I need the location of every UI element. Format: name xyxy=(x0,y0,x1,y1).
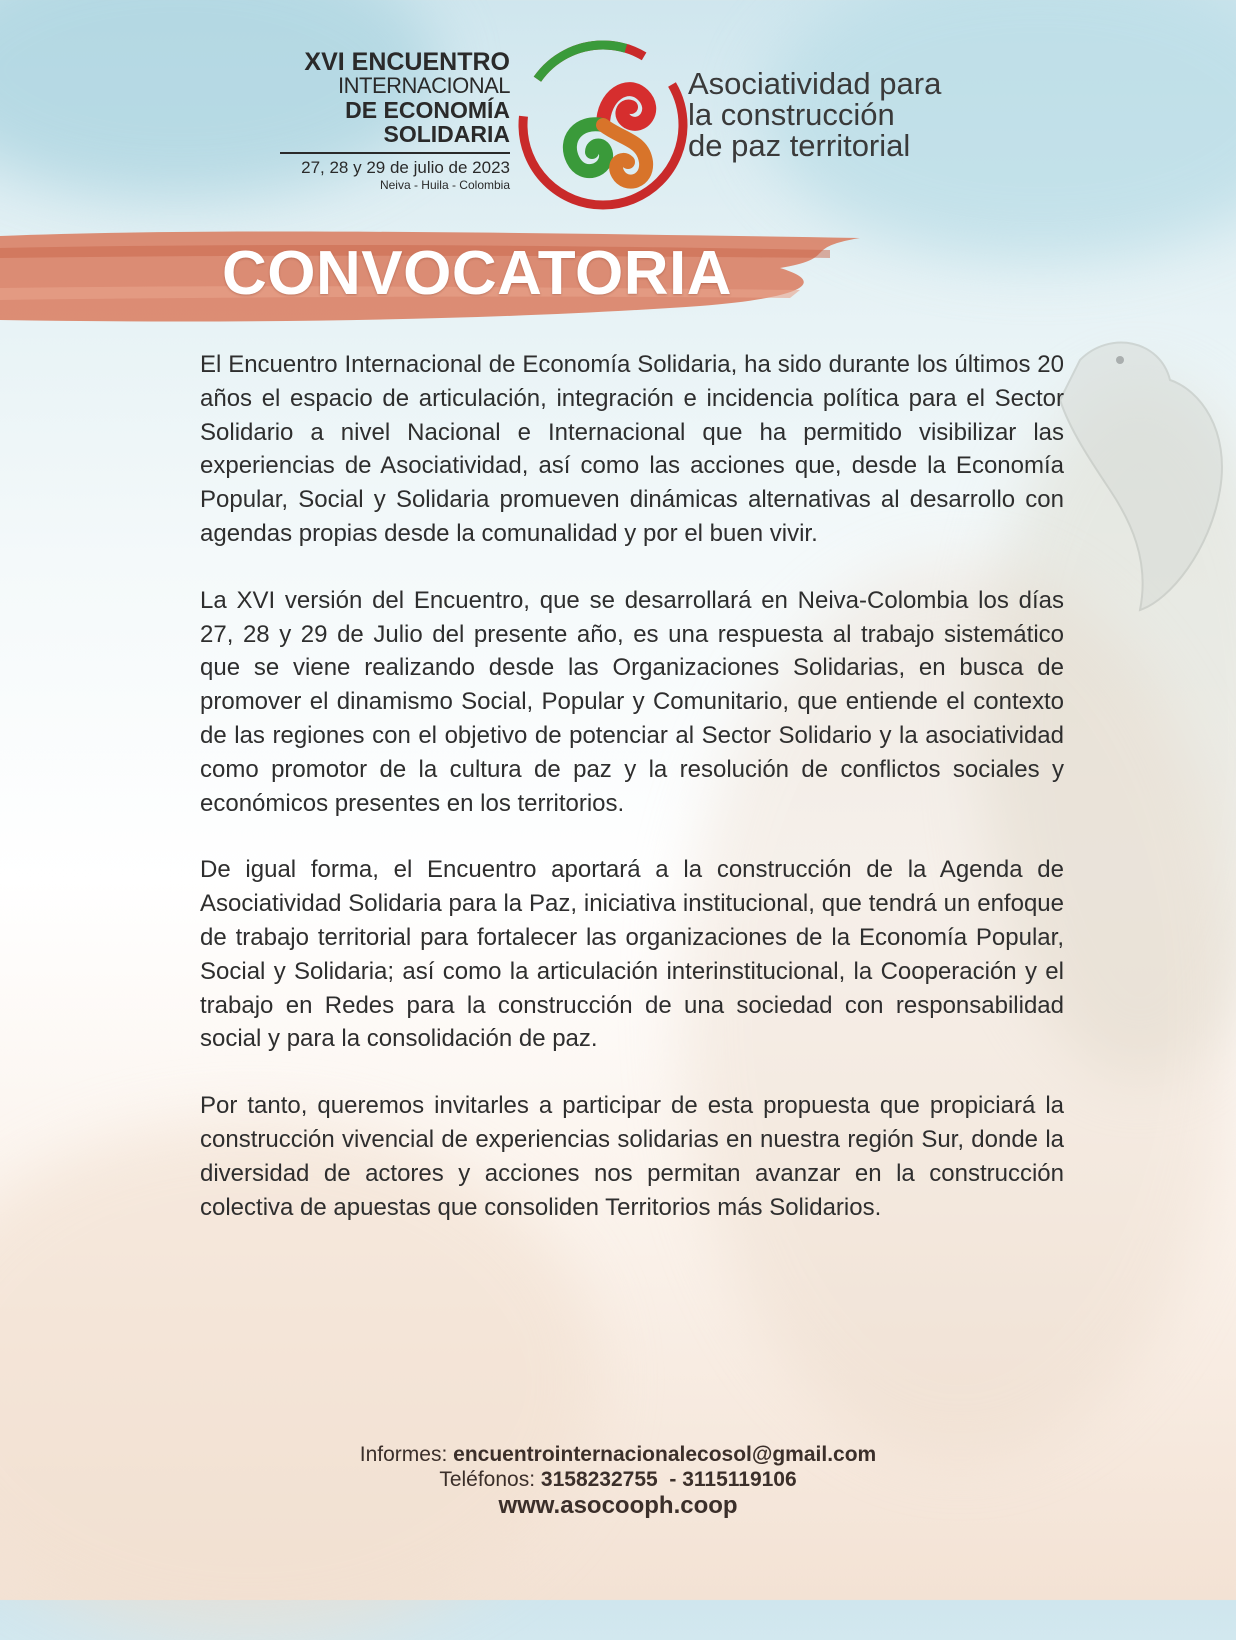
website-link[interactable]: www.asocooph.coop xyxy=(498,1492,738,1519)
informes-label: Informes: xyxy=(359,1443,448,1466)
contact-email[interactable]: encuentrointernacionalecosol@gmail.com xyxy=(453,1443,877,1466)
paragraph: La XVI versión del Encuentro, que se desarrollará en Neiva-Colombia los días 27, 28 y 29 de Julio del presente año, es una respuesta al trabajo sistemático que se viene realizando desde las Organizaciones Solidarias, en busca de promover el dinamismo Social, Popular y Comunitario, que entiende el contexto de las regiones con el objetivo de potenciar al Sector Solidario y la asociatividad como promotor de la cultura de paz y la resolución de conflictos sociales y económicos presentes en los territorios. xyxy=(200,586,1064,817)
paragraph: Por tanto, queremos invitarles a participar de esta propuesta que propiciará la construcción vivencial de experiencias solidarias en nuestra región Sur, donde la diversidad de actores y acciones nos permitan avanzar en la construcción colectiva de apuestas que consoliden Territorios más Solidarios. xyxy=(200,1092,1064,1221)
event-header xyxy=(280,40,980,210)
event-date: 27, 28 y 29 de julio de 2023 xyxy=(301,158,510,177)
contact-phones: 3158232755 - 3115119106 xyxy=(540,1468,797,1491)
divider xyxy=(280,152,510,154)
phones-label: Teléfonos: xyxy=(439,1468,536,1491)
triple-spiral-logo-icon xyxy=(518,40,688,210)
slogan-line: de paz territorial xyxy=(688,128,911,163)
slogan xyxy=(688,68,988,161)
dove-illustration-icon xyxy=(1050,320,1236,620)
event-place: Neiva - Huila - Colombia xyxy=(379,178,510,192)
contact-footer xyxy=(0,1442,1236,1519)
event-title-block xyxy=(280,50,510,192)
document-body xyxy=(200,348,1064,1257)
contact-email-line xyxy=(0,1442,1236,1467)
event-title-line: SOLIDARIA xyxy=(383,121,510,147)
slogan-line: Asociatividad para xyxy=(688,66,942,101)
paragraph: De igual forma, el Encuentro aportará a la construcción de la Agenda de Asociatividad Solidaria para la Paz, iniciativa institucional, que tendrá un enfoque de trabajo territorial para fortalecer las organizaciones de la Economía Popular, Social y Solidaria; así como la articulación interinstitucional, la Cooperación y el trabajo en Redes para la construcción de una sociedad con responsabilidad social y para la consolidación de paz. xyxy=(200,856,1064,1053)
contact-phones-line xyxy=(0,1467,1236,1492)
event-title-line: INTERNACIONAL xyxy=(338,73,510,98)
page-title: CONVOCATORIA xyxy=(222,239,733,308)
slogan-line: la construcción xyxy=(688,97,895,132)
event-title-line: DE ECONOMÍA xyxy=(345,97,510,123)
event-title-line: XVI ENCUENTRO xyxy=(304,48,510,76)
paragraph: El Encuentro Internacional de Economía Solidaria, ha sido durante los últimos 20 años el espacio de articulación, integración e incidencia política para el Sector Solidario a nivel Nacional e Internacional que ha permitido visibilizar las experiencias de Asociatividad, así como las acciones que, desde la Economía Popular, Social y Solidaria promueven dinámicas alternativas al desarrollo con agendas propias desde la comunalidad y por el buen vivir. xyxy=(200,351,1064,547)
